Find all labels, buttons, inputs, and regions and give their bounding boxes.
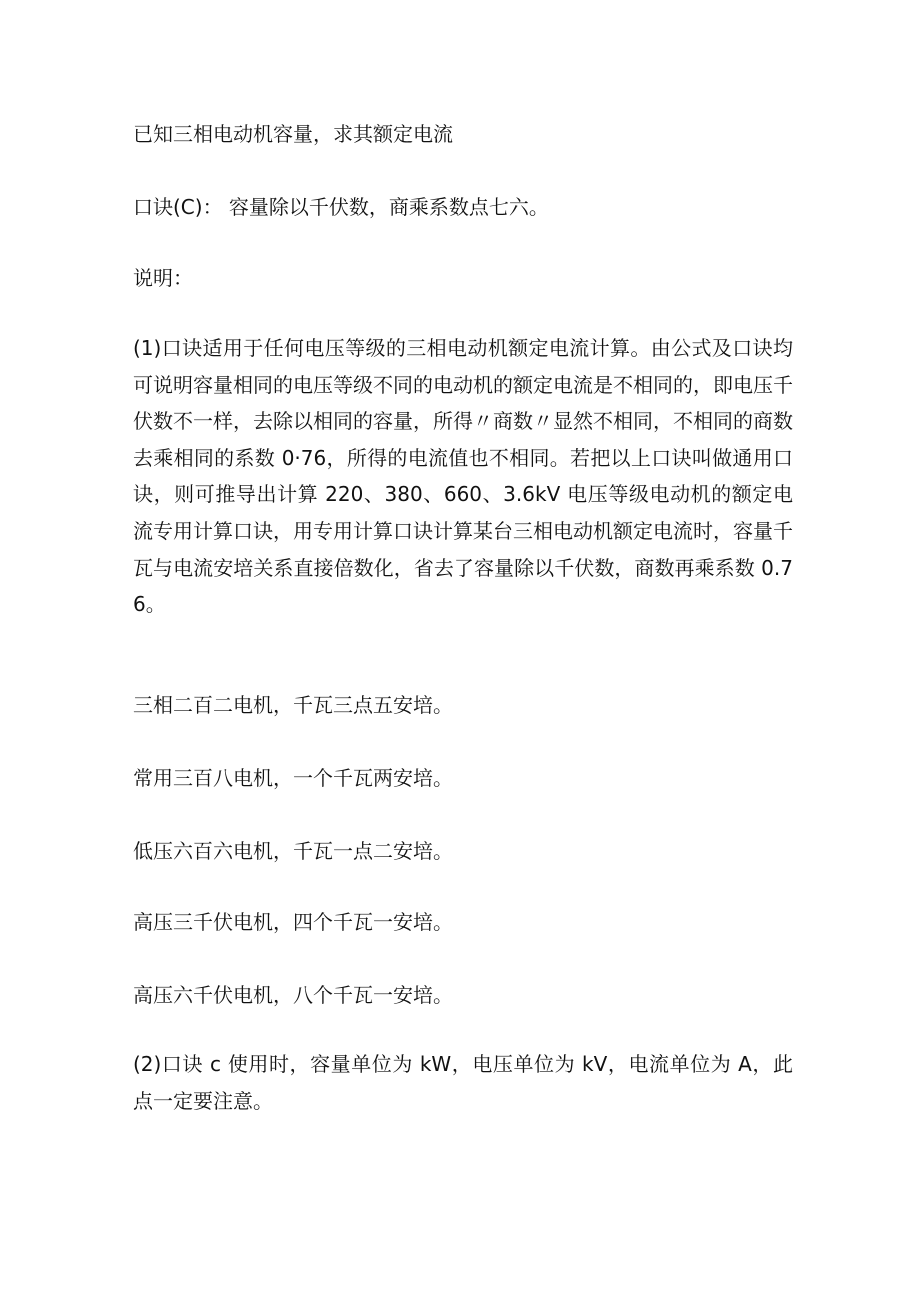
- rhyme-line-2: 常用三百八电机，一个千瓦两安培。: [133, 766, 453, 790]
- rhyme-line-3: 低压六百六电机，千瓦一点二安培。: [133, 839, 453, 863]
- formula-line: 口诀(C)： 容量除以千伏数，商乘系数点七六。: [133, 195, 549, 219]
- rhyme-line-1: 三相二百二电机，千瓦三点五安培。: [133, 693, 453, 717]
- rhyme-line-4: 高压三千伏电机，四个千瓦一安培。: [133, 910, 453, 934]
- document-title: 已知三相电动机容量，求其额定电流: [133, 122, 453, 146]
- paragraph-1: (1)口诀适用于任何电压等级的三相电动机额定电流计算。由公式及口诀均可说明容量相同的电压等级不同的电动机的额定电流是不相同的，即电压千伏数不一样，去除以相同的容量，所得〃商数〃显然不相同，不相同的商数去乘相同的系数 0·76，所得的电流值也不相同。若把以上口诀叫做通用口诀，则可推导出计算 220、380、660、3.6kV 电压等级电动机的额定电流专用计算口诀，用专用计算口诀计算某台三相电动机额定电流时，容量千瓦与电流安培关系直接倍数化，省去了容量除以千伏数，商数再乘系数 0.76。: [133, 336, 793, 617]
- rhyme-line-5: 高压六千伏电机，八个千瓦一安培。: [133, 983, 453, 1007]
- note-heading: 说明：: [133, 266, 193, 290]
- paragraph-2: (2)口诀 c 使用时，容量单位为 kW，电压单位为 kV，电流单位为 A，此点一定要注意。: [133, 1052, 793, 1113]
